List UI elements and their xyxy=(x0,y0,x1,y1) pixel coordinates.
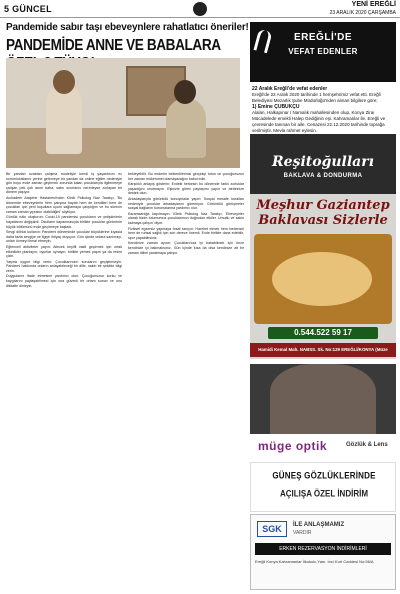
vefat-banner xyxy=(250,22,396,82)
paragraph: Kendinize zaman ayırın: Çocuklarınıza iyi bakabilmek için önce kendinize iyi bakmalısınız. Gün içinde kısa da olsa kendinize ait bir zaman dilimi yaratmaya çalışın. xyxy=(128,241,244,255)
paragraph: Bir yandan uzaktan çalışma modeliyle kendi iş yaşantısını ev sorumluluklarını yerine getirmeye bir yandan da online eğitim nedeniyle gün boyu evde zaman geçirmek zorunda kalan çocuklarıyla ilgilenmeye çalışan pek çok anne baba, sabrı sınırlarını neredeyse zorlayan bir dönem yaşıyor. xyxy=(6,172,122,195)
sgk-subtitle: VARDIR xyxy=(293,530,312,536)
sgk-bar: ERKEN REZERVASYON İNDİRİMLERİ xyxy=(255,543,391,555)
paragraph: Günlük rutin oluşturun: Covid-19 pandemisi çocukların ve yetişkinlerin hayatlarını değiştirdi. Okulların kapanmasıyla birlikte çocuklar günlerinin büyük bölümünü evde geçirmeye başladı. xyxy=(6,215,122,229)
restaurant-subtitle: BAKLAVA & DONDURMA xyxy=(283,173,363,179)
optik-ad xyxy=(250,364,396,460)
sgk-address: Ereğli Konya Kahramanlar İlkokulu Yanı. İnci Kurt Caddesi No:56/A xyxy=(255,559,374,564)
vefat-line: Ereğli'de 22 Aralık 2020 tarihinde 1 hemşehrimiz vefat etti. Ereğli Belediyesi Mezarlık Şube Müdürlüğü'nden alınan bilgilere göre; xyxy=(252,92,381,103)
sgk-logo: SGK xyxy=(257,521,287,537)
paragraph: Yaşına uygun bilgi verin: Çocuklarınızın sorularını geçiştirmeyin. Pandemi hakkında onların anlayabileceği bir dille, sakin bir şekilde bilgi verin. xyxy=(6,259,122,273)
restaurant-slogan: Meşhur Gaziantep Baklavası Sizlerle xyxy=(256,198,390,228)
newspaper-logo-icon xyxy=(193,2,207,16)
vefat-person: 1) Emine ÇUBUKÇU xyxy=(252,104,300,110)
article-column-1 xyxy=(6,172,122,590)
paragraph: Eğlenceli aktiviteler yapın: Ailecek keyifli vakit geçirmek için ortak etkinlikler planlayın; oyunlar oynayın, birlikte yemek yapın ya da resim çizin. xyxy=(6,244,122,259)
sale-ad xyxy=(250,462,396,512)
headline-small: Pandemide sabır taşı ebeveynlere rahatlatıcı öneriler! xyxy=(6,22,249,33)
paragraph: bekleyebilir. Bu nedenle beklentilerinizi gerçekçi tutun ve çocuğunuzun her zaman mükemmel olamayacağını kabul edin. xyxy=(128,172,244,181)
paragraph: Karamsarlığa kapılmayın: Klinik Psikolog Naz Tarakçı, 'Ebeveynler olarak bizim tutumumuz çocuklarımızı doğrudan etkiler. Umutlu ve sakin kalmaya çalışın' diyor. xyxy=(128,211,244,225)
model-photo xyxy=(270,364,376,434)
optik-brand: müge optik xyxy=(258,439,328,453)
page-header xyxy=(0,0,400,18)
paragraph: Sevgi dilinizi kullanın: Pandemi döneminde çocuklar büyüklerine kıyasla daha fazla sevgiye ve ilgiye ihtiyaç duyuyor. Gün içinde onlara sarılmayı, onları övmeyi ihmal etmeyin. xyxy=(6,230,122,244)
paragraph: Duygularını ifade etmesine yardımcı olun: Çocuğunuzun korku ve kaygılarını paylaşabilmesi için ona güvenli bir ortam sunun ve onu dikkatle dinleyin. xyxy=(6,274,122,288)
vefat-line-1: EREĞLİ'DE xyxy=(294,32,352,43)
issue-date: 23 ARALIK 2020 ÇARŞAMBA xyxy=(329,10,396,16)
sgk-title: İLE ANLAŞMAMIZ xyxy=(293,522,345,528)
page-section-label: 5 GÜNCEL xyxy=(4,3,52,14)
sgk-ad xyxy=(250,514,396,590)
restaurant-name: Reşitoğulları xyxy=(272,154,374,170)
article-photo xyxy=(6,58,240,168)
newspaper-name: YENİ EREĞLİ xyxy=(351,1,396,8)
article-body xyxy=(6,172,244,590)
optik-tag: Gözlük & Lens xyxy=(346,442,388,448)
restaurant-phone: 0.544.522 59 17 xyxy=(268,327,378,339)
article-column-2 xyxy=(128,172,244,590)
baklava-image xyxy=(254,234,392,324)
vefat-notice xyxy=(252,86,396,134)
headline-big: PANDEMİDE ANNE VE BABALARA xyxy=(6,36,221,54)
vefat-title: 22 Aralık Ereğli'de vefat edenler xyxy=(252,86,328,92)
vefat-line-2: VEFAT EDENLER xyxy=(288,47,358,56)
restaurant-ad xyxy=(250,134,396,359)
paragraph: Arkadaşlarıyla görüntülü konuşmalar yapın: Sosyal mesafe kuralları nedeniyle çocuklar arkadaşlarını göremiyor. Görüntülü görüşmeler sosyal bağlarını korumalarına yardımcı olur. xyxy=(128,196,244,211)
paragraph: Karşılıklı anlayış gösterin: Evdeki herkesin bu dönemde farklı zorluklar yaşadığını unutmayın. Eşinizle görev paylaşımı yapın ve birbirinize destek olun. xyxy=(128,182,244,196)
restaurant-address: Hamidi Kemal Mah. NABSS. Sk. No:129 EREĞLİ/KONYA (Müze xyxy=(250,343,396,357)
vefat-line: Alalan, Halkapınar / Namalık mahallesinden olup, Konya Zirai Mücadelede emekli Halep Gediğinin eşi. Kahramanlar ile. Ereğli ve çevresinde tanınan bir aile. Cenazesi 22.12.2020 tarihinde toprağa verilmiştir. Mevla rahmet eylesin. xyxy=(252,110,386,133)
paragraph: Acıbadem Ataşehir Hastanesi'nden Klinik Psikolog Naz Tarakçı, 'Bu dönemde ebeveynlerin hem çalışma hayatı hem de kendileri hem de çocukları için yeni koşullara uyum sağlamaya çalıştığını ve bu sürecin zaman zaman yıpratıcı olabildiğini' söylüyor. xyxy=(6,195,122,214)
sale-line-2: AÇILIŞA ÖZEL İNDİRİM xyxy=(280,488,368,499)
sale-line-1: GÜNEŞ GÖZLÜKLERİNDE xyxy=(272,470,376,481)
header-right xyxy=(330,1,396,17)
paragraph: Fiziksel egzersiz yapmaya fırsat tanıyın: Hareket etmek hem bedensel hem de ruhsal sağlık için son derece önemli. Evde birlikte dans edebilir, spor yapabilirsiniz. xyxy=(128,226,244,240)
